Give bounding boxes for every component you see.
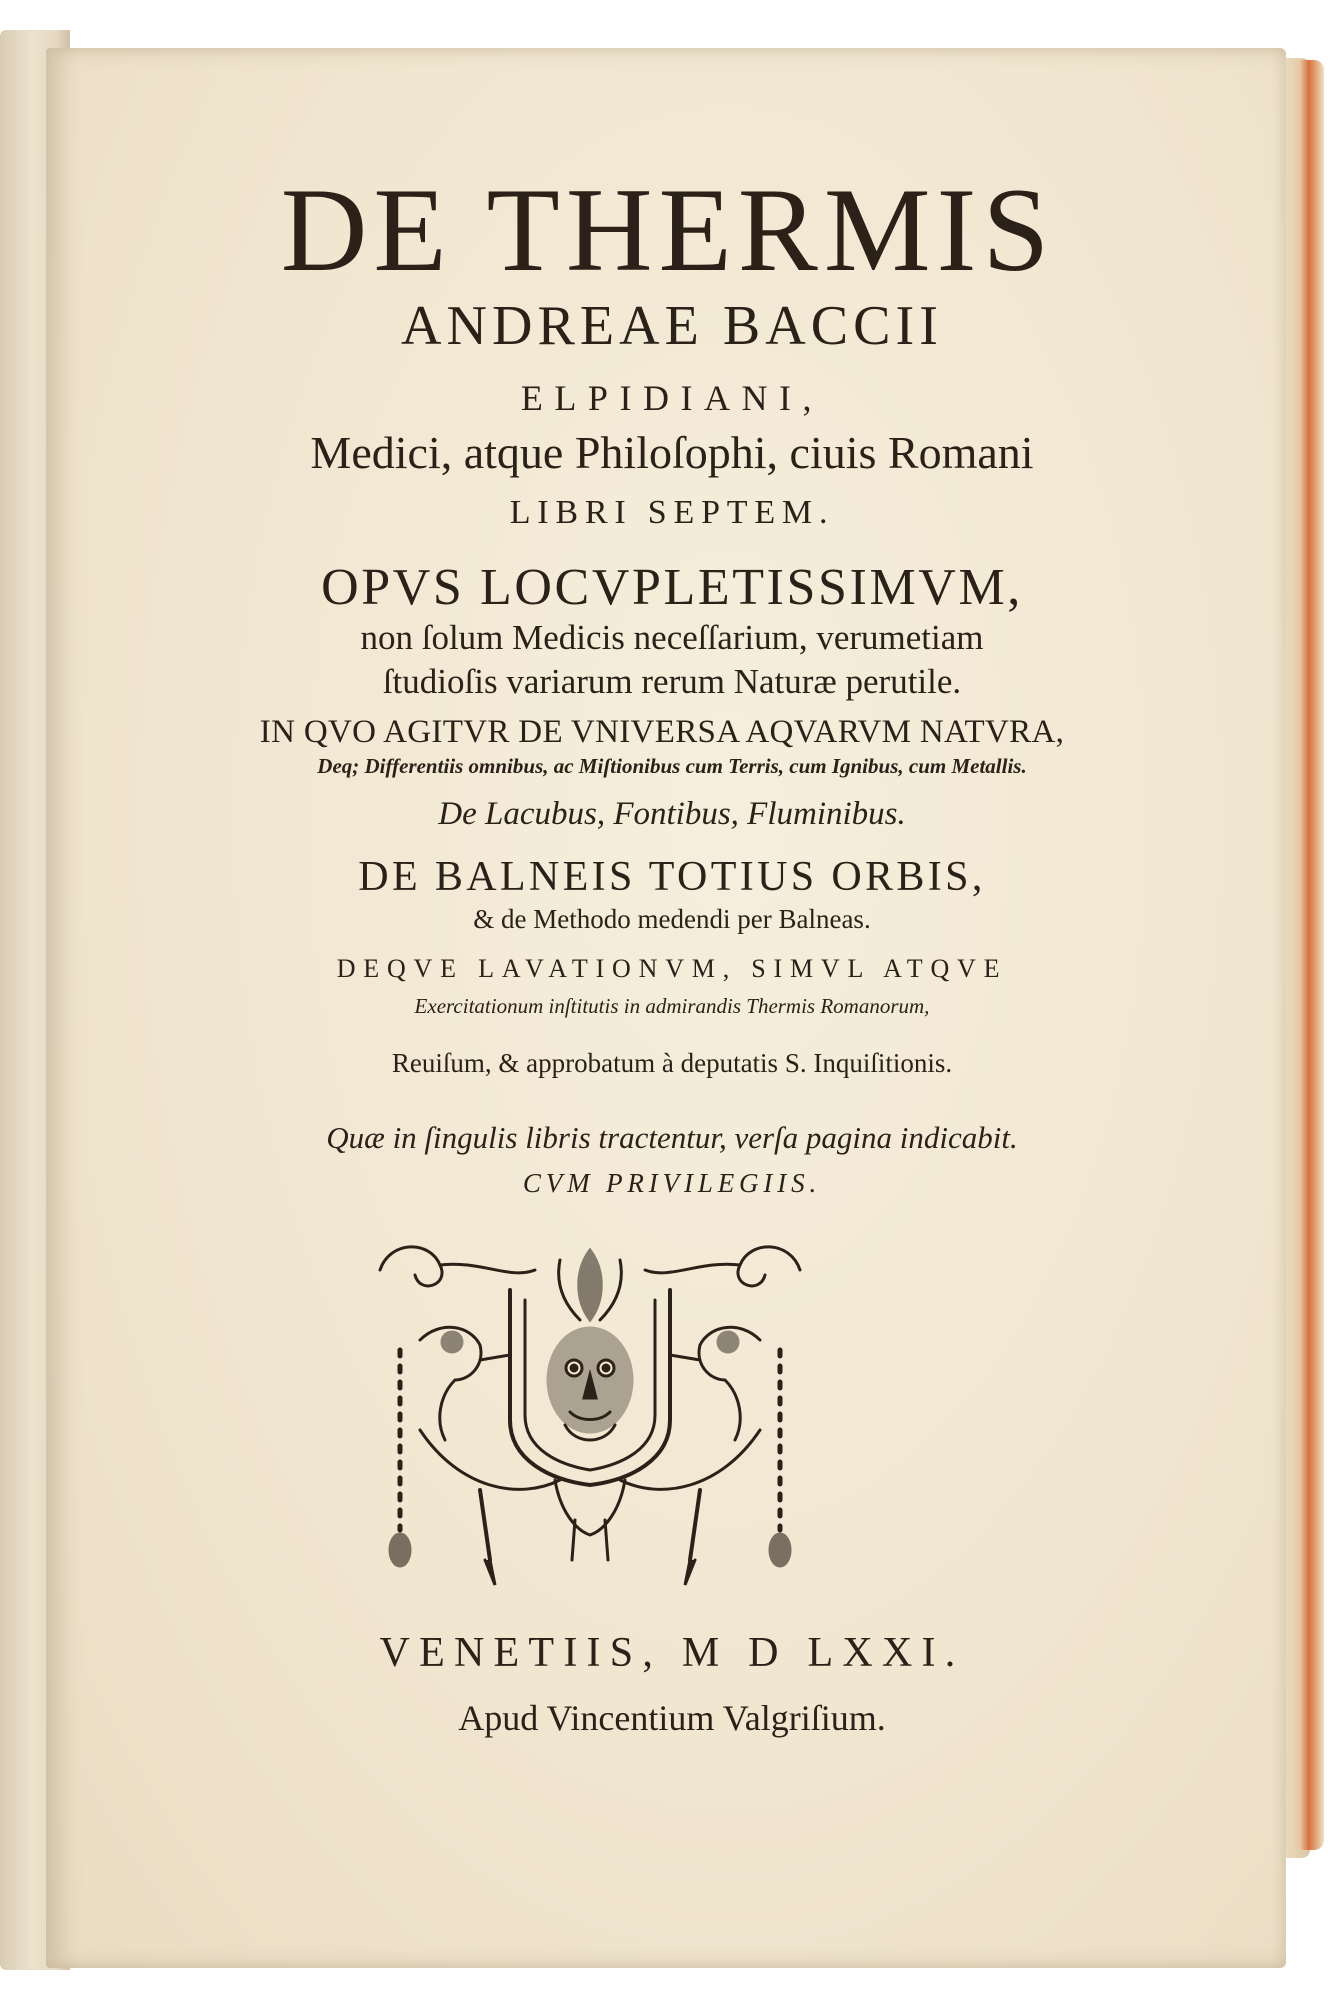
contents-note: Quæ in ſingulis libris tractentur, verſa pagina indicabit. xyxy=(326,1120,1018,1155)
opus-heading: OPVS LOCVPLETISSIMVM, xyxy=(321,559,1023,616)
author-surname: ELPIDIANI, xyxy=(520,378,824,418)
author-name: ANDREAE BACCII xyxy=(401,295,943,357)
exercitationum-line: Exercitationum inſtitutis in admirandis Thermis Romanorum, xyxy=(414,994,930,1018)
privilege-line: CVM PRIVILEGIIS. xyxy=(522,1168,822,1198)
imprint-place-date: VENETIIS, M D LXXI. xyxy=(379,1630,965,1676)
balneis-heading: DE BALNEIS TOTIUS ORBIS, xyxy=(358,854,986,900)
balneis-method: & de Methodo medendi per Balneas. xyxy=(473,904,871,934)
title-main: DE THERMIS xyxy=(280,163,1056,296)
imprint-printer: Apud Vincentium Valgriſium. xyxy=(458,1698,886,1738)
author-description: Medici, atque Philoſophi, ciuis Romani xyxy=(310,427,1034,478)
opus-line-2: ſtudioſis variarum rerum Naturæ perutile. xyxy=(382,662,962,701)
printer-device-woodcut-icon xyxy=(360,1230,820,1600)
subject-waters: De Lacubus, Fontibus, Fluminibus. xyxy=(438,796,906,832)
opus-line-1: non ſolum Medicis neceſſarium, verumetiam xyxy=(360,618,984,657)
subject-heading: IN QVO AGITVR DE VNIVERSA AQVARVM NATVRA, xyxy=(259,714,1065,750)
lavationum-heading: DEQVE LAVATIONVM, SIMVL ATQVE xyxy=(336,954,1008,983)
subject-detail: Deq; Differentiis omnibus, ac Miſtionibus cum Terris, cum Ignibus, cum Metallis. xyxy=(317,754,1027,778)
inquisition-approval: Reuiſum, & approbatum à deputatis S. Inquiſitionis. xyxy=(391,1048,953,1078)
books-count: LIBRI SEPTEM. xyxy=(509,494,835,531)
